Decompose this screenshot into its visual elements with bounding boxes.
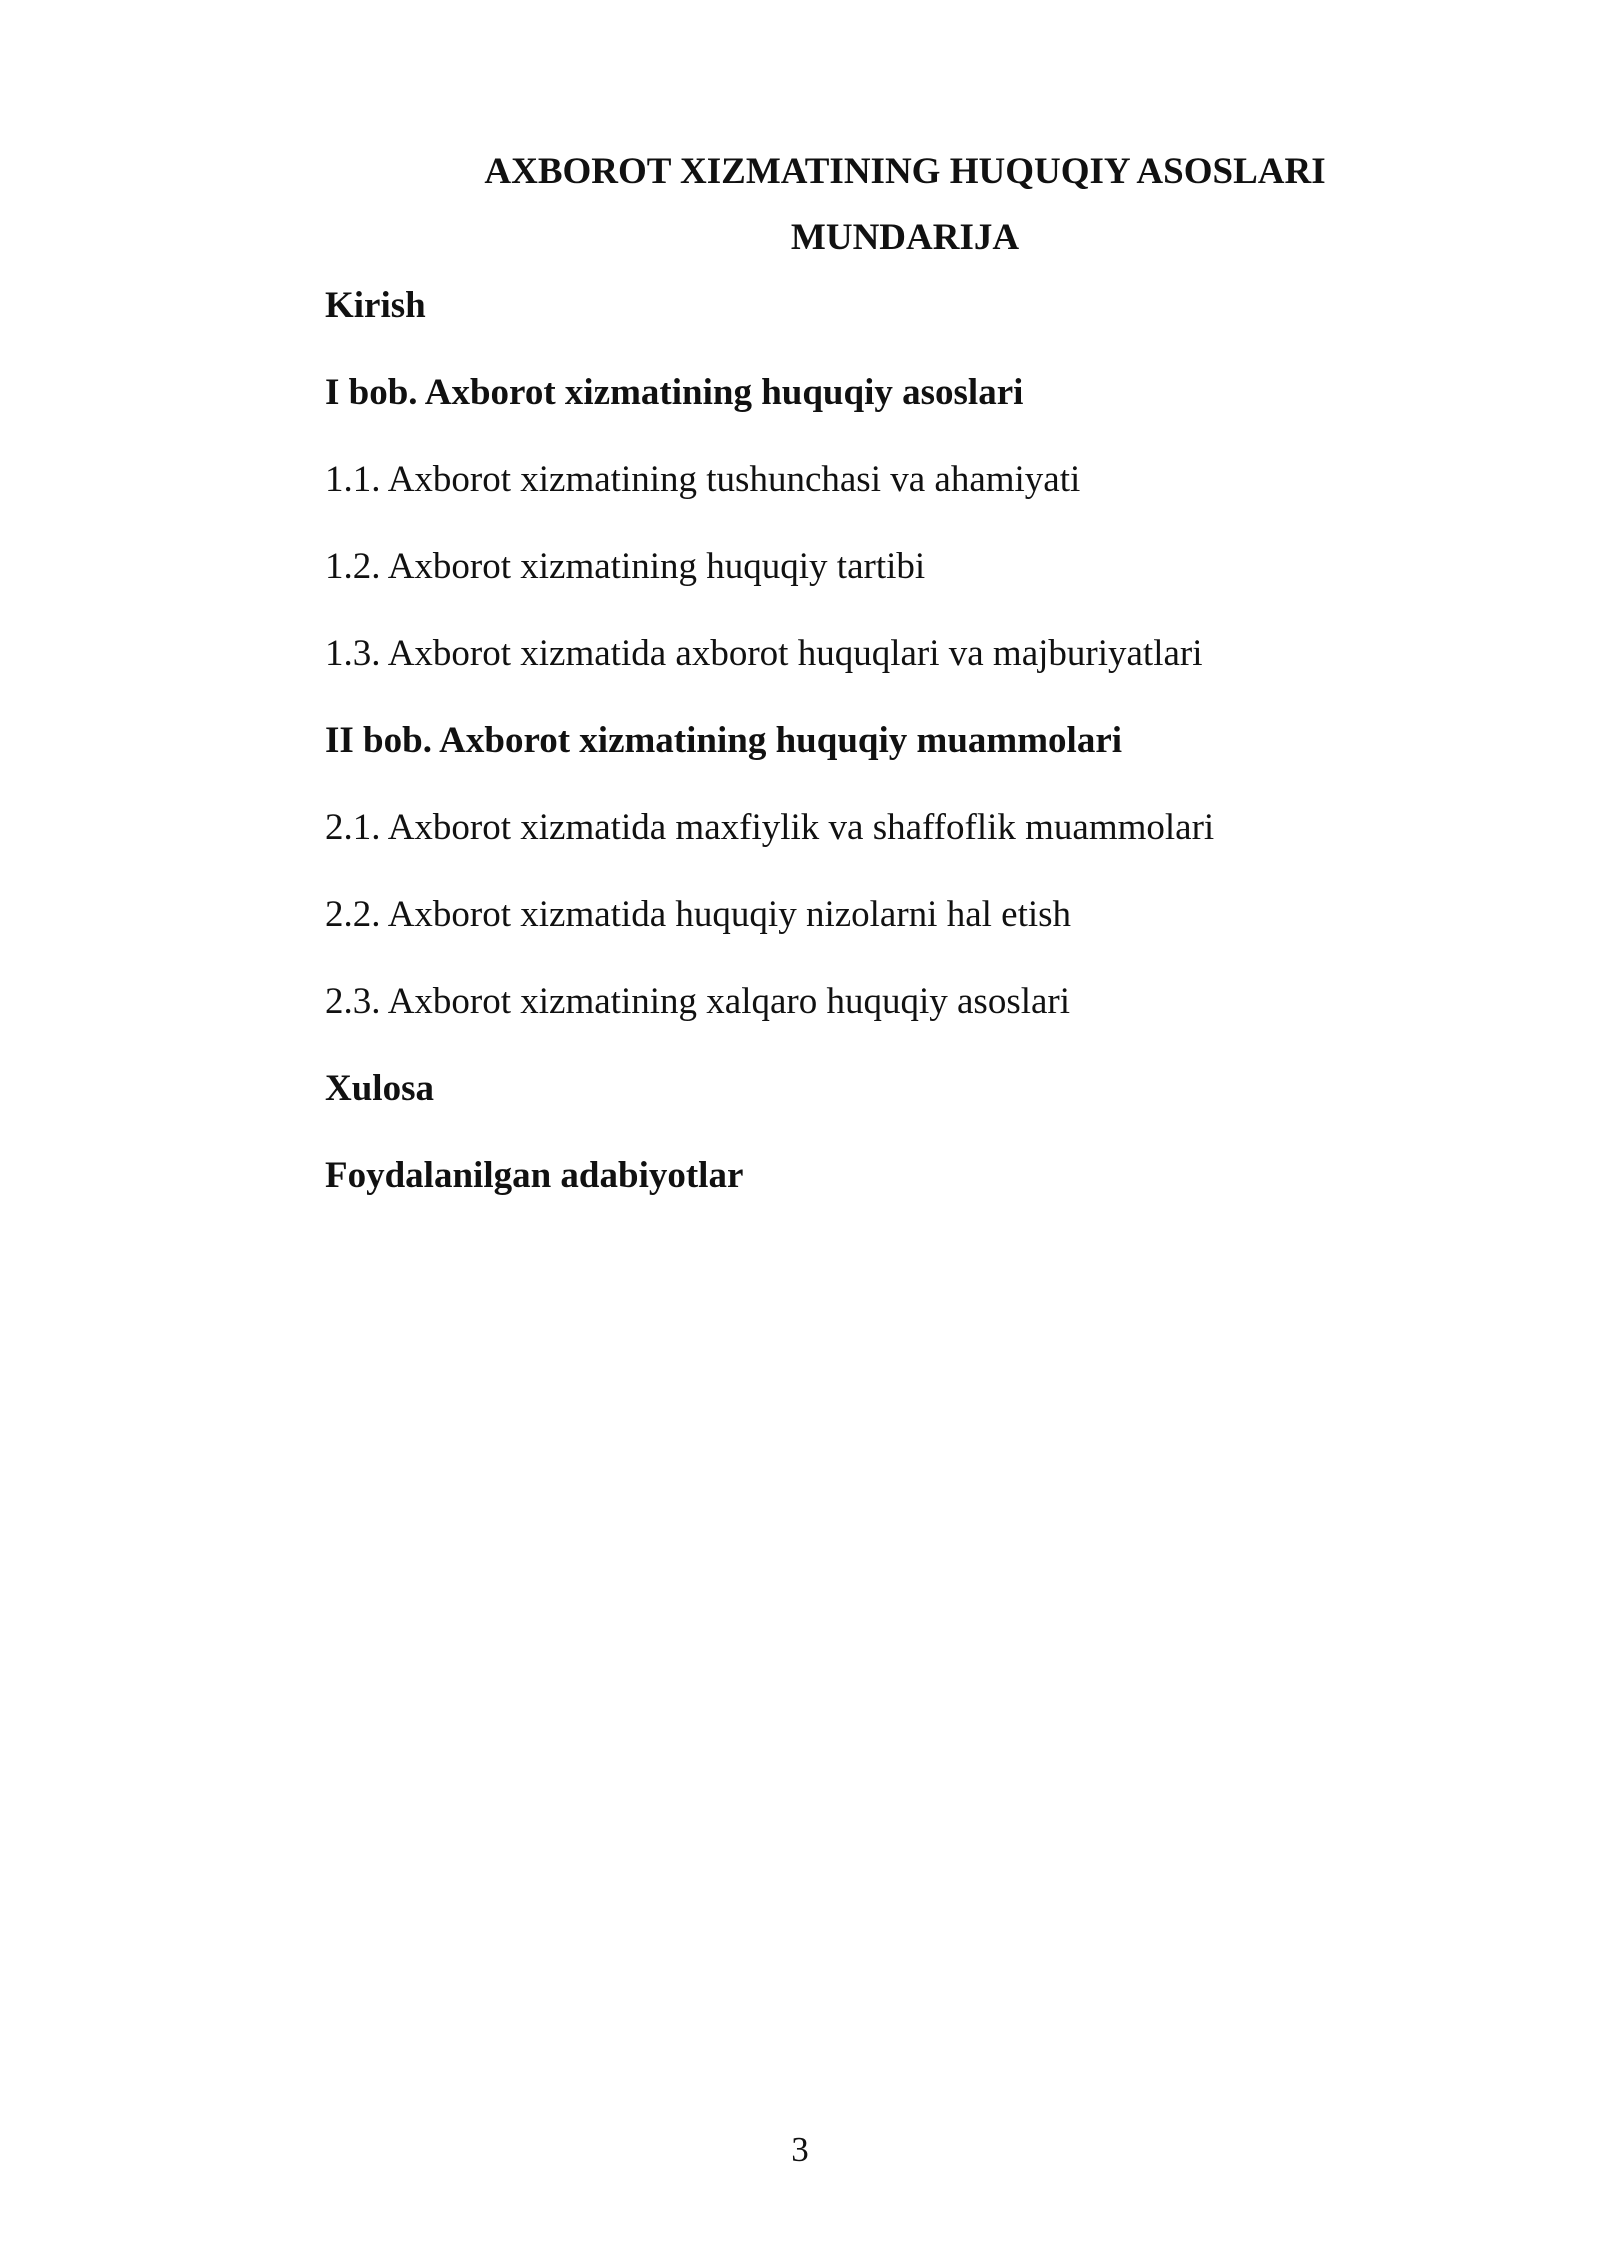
page-number: 3 xyxy=(791,2130,809,2169)
table-of-contents xyxy=(325,280,1485,1237)
toc-item-references: Foydalanilgan adabiyotlar xyxy=(325,1155,744,1196)
toc-item-section-1-2: 1.2. Axborot xizmatining huquqiy tartibi xyxy=(325,546,926,587)
toc-heading: MUNDARIJA xyxy=(790,217,1020,258)
toc-item-introduction: Kirish xyxy=(325,285,426,326)
toc-item-section-1-1: 1.1. Axborot xizmatining tushunchasi va ahamiyati xyxy=(325,459,1081,500)
toc-item-section-1-3: 1.3. Axborot xizmatida axborot huquqlari va majburiyatlari xyxy=(325,633,1203,674)
toc-item-section-2-1: 2.1. Axborot xizmatida maxfiylik va shaffoflik muammolari xyxy=(325,807,1215,848)
document-title: AXBOROT XIZMATINING HUQUQIY ASOSLARI xyxy=(484,151,1326,192)
toc-item-section-2-3: 2.3. Axborot xizmatining xalqaro huquqiy asoslari xyxy=(325,981,1071,1022)
toc-item-chapter-1: I bob. Axborot xizmatining huquqiy asoslari xyxy=(325,372,1024,413)
toc-item-section-2-2: 2.2. Axborot xizmatida huquqiy nizolarni hal etish xyxy=(325,894,1072,935)
toc-item-conclusion: Xulosa xyxy=(325,1068,434,1109)
toc-item-chapter-2: II bob. Axborot xizmatining huquqiy muammolari xyxy=(325,720,1123,761)
